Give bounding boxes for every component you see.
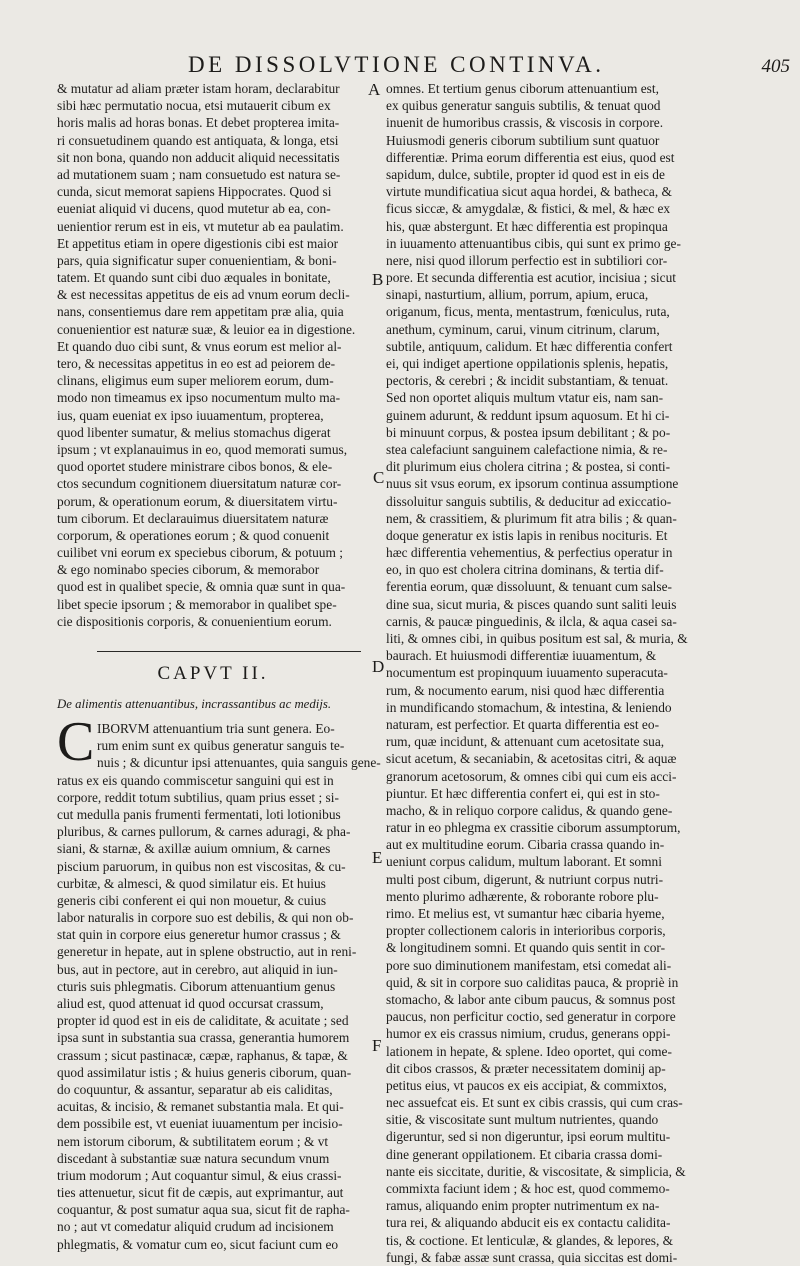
text-line: & longitudinem somni. Et quando quis sentit in cor- — [386, 940, 666, 956]
text-line: acuitas, & incisio, & remanet substantia mala. Et qui- — [57, 1099, 344, 1115]
text-line: stomacho, & labor ante cibum paucus, & somnus post — [386, 991, 676, 1007]
text-line: in mundificando stomachum, & intestina, & leniendo — [386, 699, 672, 715]
running-header — [140, 52, 790, 82]
text-line: pore. Et secunda differentia est acutior, incisiua ; sicut — [386, 270, 676, 286]
text-line: dine sua, sicut muria, & pisces quando sunt saliti leuis — [386, 596, 677, 612]
text-line: ties attenuetur, sicut fit de cæpis, aut exprimantur, aut — [57, 1185, 344, 1201]
text-line: anethum, cyminum, carui, vinum citrinum, clarum, — [386, 321, 660, 337]
text-line: granorum acetosorum, & omnes cibi qui cum eis acci- — [386, 768, 677, 784]
text-line: ferentia eorum, quæ dissoluunt, & tenuant cum salse- — [386, 579, 672, 595]
left-column-bottom-text — [57, 772, 369, 1253]
text-line: sitie, & viscositate sunt multum nutrientes, quando — [386, 1112, 659, 1128]
text-line: tero, & necessitas appetitus in eo est ad peiorem de- — [57, 356, 336, 371]
text-line: sinapi, nasturtium, allium, porrum, apium, eruca, — [386, 287, 649, 303]
text-line: dissoluitur sanguis subtilis, & deducitur ad exiccatio- — [386, 493, 672, 509]
margin-letter-f: F — [372, 1036, 382, 1055]
drop-cap: C — [57, 711, 95, 773]
text-line: crassum ; sicut pastinacæ, cæpæ, raphanus, & tapæ, & — [57, 1047, 348, 1063]
text-line: nante eis siccitate, duritie, & viscositate, & simplicia, & — [386, 1163, 686, 1179]
text-line: nocumentum est propinquum iuuamento superacuta- — [386, 665, 668, 681]
text-line: omnes. Et tertium genus ciborum attenuantium est, — [386, 81, 659, 96]
text-line: Huiusmodi generis ciborum subtilium sunt quatuor — [386, 132, 660, 148]
text-line: uenientior rerum est in eis, vt mutetur ab ea paulatim. — [57, 218, 344, 234]
text-line: siani, & starnæ, & axillæ auium omnium, & carnes — [57, 841, 331, 857]
left-column — [57, 80, 381, 1253]
text-line: nere, nisi quod illorum perfectio est in subtiliori cor- — [386, 252, 668, 268]
text-line: porum, & operationum eorum, & diuersitatem virtu- — [57, 493, 338, 509]
margin-letter-e: E — [372, 848, 383, 867]
text-line: IBORVM attenuantium tria sunt genera. Eo- — [97, 721, 335, 736]
text-line: multi post cibum, digerunt, & nutriunt corpus nutri- — [386, 871, 664, 887]
text-line: piuntur. Et hæc differentia confert ei, qui est in sto- — [386, 785, 660, 801]
text-line: generis cibi conferent ei qui non mouetur, & cuius — [57, 892, 327, 908]
margin-letter-c: C — [373, 468, 385, 487]
text-line: quid, & sit in corpore suo caliditas pauca, & propriè in — [386, 974, 679, 990]
text-line: origanum, ficus, menta, mentastrum, fœniculus, ruta, — [386, 304, 670, 320]
text-line: subtile, antiquum, calidum. Et hæc differentia confert — [386, 338, 673, 354]
text-line: corporum, & operationes eorum ; & quod conuenit — [57, 527, 330, 543]
text-line: bus, aut in pectore, aut in cerebro, aut aliquid in iun- — [57, 961, 338, 977]
text-line: ex quibus generatur sanguis subtilis, & tenuat quod — [386, 98, 661, 114]
text-line: cuilibet vni eorum ex speciebus ciborum, & potuum ; — [57, 545, 343, 561]
text-line: rum, quæ incidunt, & attenuant cum acetositate sua, — [386, 734, 665, 750]
text-line: quod assimilatur istis ; & huius generis ciborum, quan- — [57, 1064, 352, 1080]
text-line: tis, & coctione. Et lenticulæ, & glandes, & lepores, & — [386, 1232, 674, 1248]
page-number: 405 — [761, 56, 790, 77]
right-column — [386, 80, 716, 1266]
text-line: cturis suis phlegmatis. Ciborum attenuantium genus — [57, 978, 336, 994]
initial-paragraph — [57, 711, 381, 773]
text-line: cunda, sicut memorat sapiens Hippocrates. Quod si — [57, 184, 332, 200]
text-line: fungi, & fabæ assæ sunt crassa, quia siccitas est domi- — [386, 1249, 678, 1265]
text-line: pars, quia significatur super conuenientiam, & boni- — [57, 252, 337, 268]
text-line: curbitæ, & almesci, & quod similatur eis. Et huius — [57, 875, 326, 891]
text-line: piscium paruorum, in quibus non est viscositas, & cu- — [57, 858, 346, 874]
text-line: bi minuunt corpus, & postea ipsum debilitant ; & po- — [386, 424, 671, 440]
chapter-heading: CAPVT II. — [157, 663, 269, 684]
text-line: hæc differentia vehementius, & perfectius operatur in — [386, 545, 673, 561]
text-line: & est necessitas appetitus de eis ad vnum eorum decli- — [57, 287, 350, 303]
text-line: ipsum ; vt explanauimus in eo, quod memorati sumus, — [57, 441, 348, 457]
text-line: ramus, aliquando enim propter nutrimentum ex na- — [386, 1198, 660, 1214]
text-line: & mutatur ad aliam præter istam horam, declarabitur — [57, 81, 340, 96]
text-line: ctos secundum cognitionem diuersitatum naturæ cor- — [57, 476, 342, 492]
text-line: aliud est, quod attenuat id quod occursat crassum, — [57, 996, 324, 1011]
running-title: DE DISSOLVTIONE CONTINVA. — [188, 52, 605, 77]
text-line: modo non timeamus ex ipso nocumentum multo ma- — [57, 390, 341, 406]
text-line: ueniunt corpus calidum, multum laborant. Et somni — [386, 854, 662, 870]
text-line: generetur in hepate, aut in splene obstructio, aut in reni- — [57, 944, 357, 960]
text-line: ratur in eo phlegma ex crassitie ciborum assumptorum, — [386, 820, 681, 836]
text-line: corpore, reddit totum subtilius, quam prius esset ; si- — [57, 789, 339, 805]
text-line: stea calefaciunt sanguinem calefactione nimia, & re- — [386, 441, 668, 457]
text-line: tura rei, & aliquando abducit eis ex contactu calidita- — [386, 1215, 671, 1231]
text-line: quod est in qualibet specie, & omnia quæ sunt in qua- — [57, 579, 346, 595]
text-line: libet specie ipsorum ; & memorabor in qualibet spe- — [57, 596, 337, 612]
text-line: petitus eius, vt paucos ex eis accipiat, & commixtos, — [386, 1077, 667, 1093]
text-line: eo, in quo est cholera citrina dominans, & tertia dif- — [386, 562, 664, 578]
text-line: discedant à substantiæ suæ natura secundum vnum — [57, 1150, 330, 1166]
text-line: Et quando duo cibi sunt, & vnus eorum est melior al- — [57, 338, 342, 354]
text-line: propter id quod est in eis de caliditate, & acuitate ; sed — [57, 1013, 349, 1029]
text-line: pore suo diminutionem manifestam, etsi comedat ali- — [386, 957, 672, 973]
text-line: tum ciborum. Et declarauimus diuersitatem naturæ — [57, 510, 329, 526]
text-line: do coquuntur, & assantur, separatur ab eis caliditas, — [57, 1081, 333, 1097]
text-line: rimo. Et melius est, vt sumantur hæc cibaria hyeme, — [386, 906, 665, 921]
text-line: ratus ex eis quando commiscetur sanguini qui est in — [57, 772, 334, 788]
margin-letter-b: B — [372, 270, 384, 289]
text-line: sapidum, dulce, subtile, propter id quod est in eis de — [386, 166, 665, 182]
text-line: quod libenter sumatur, & melius stomachus digerat — [57, 424, 331, 440]
text-line: pectoris, & cerebri ; & incidit substantiam, & tenuat. — [386, 373, 669, 389]
text-line: virtute mundificatiua sicut aqua hordei, & batheca, & — [386, 184, 672, 200]
text-line: conuenientior est naturæ suæ, & leuior ea in digestione. — [57, 321, 356, 337]
text-line: ius, quam eueniat ex ipso iuuamentum, propterea, — [57, 407, 324, 423]
text-line: sicut acetum, & secaniabin, & acetositas citri, & aquæ — [386, 751, 677, 767]
text-line: eueniat aliquid vi ducens, quod mutetur ab ea, con- — [57, 201, 331, 217]
text-line: pluribus, & carnes pullorum, & carnes aduragi, & pha- — [57, 824, 351, 840]
text-line: coquantur, & post sumatur aqua sua, sicut fit de rapha- — [57, 1202, 350, 1218]
text-line: nans, consentiemus dare rem appetitam præ alia, quia — [57, 304, 344, 320]
text-line: phlegmatis, & vomatur cum eo, sicut faciunt cum eo — [57, 1236, 339, 1252]
text-line: rum enim sunt ex quibus generatur sanguis te- — [97, 738, 345, 754]
text-line: guinem adurunt, & reddunt ipsum aquosum. Et hi ci- — [386, 407, 670, 423]
text-line: cut medulla panis frumenti fermentati, loti lotionibus — [57, 806, 341, 822]
text-line: Et appetitus etiam in opere digestionis cibi est maior — [57, 235, 339, 251]
text-line: paucus, non perficitur coctio, sed generatur in corpore — [386, 1009, 676, 1025]
text-line: nem, & crassitiem, & plurimum fit atra bilis ; & quan- — [386, 510, 677, 526]
text-line: liti, & omnes cibi, in quibus positum est sal, & muria, & — [386, 631, 688, 646]
left-column-top-text — [57, 80, 369, 630]
text-line: no ; aut vt comedatur aliquid crudum ad incisionem — [57, 1219, 334, 1235]
text-line: doque generatur ex istis lapis in renibus nocituris. Et — [386, 527, 668, 543]
text-line: propter collectionem caloris in interioribus corporis, — [386, 923, 666, 939]
text-line: clinans, eligimus eum super meliorem eorum, dum- — [57, 373, 334, 389]
text-line: ad mutationem suam ; nam consuetudo est natura se- — [57, 166, 341, 182]
text-line: ri consuetudinem quando est antiquata, & longa, etsi — [57, 132, 339, 148]
text-line: aut ex multitudine eorum. Cibaria crassa quando in- — [386, 837, 665, 853]
text-line: dit cibos crassos, & præter necessitatem dominij ap- — [386, 1060, 666, 1076]
text-line: nuus sit vsus eorum, ex ipsorum continua assumptione — [386, 476, 679, 492]
text-line: ei, qui indiget apertione oppilationis splenis, hepatis, — [386, 356, 669, 371]
text-line: lationem in hepate, & splene. Ideo oportet, qui come- — [386, 1043, 672, 1059]
text-line: nec assuefcat eis. Et sunt ex cibis crassis, qui cum cras- — [386, 1095, 683, 1111]
text-line: sit non bona, quando non adducit aliquid necessitatis — [57, 149, 340, 165]
margin-letter-d: D — [372, 657, 385, 676]
text-line: macho, & in reliquo corpore calidus, & quando gene- — [386, 802, 673, 818]
text-line: labor naturalis in corpore suo est debilis, & qui non ob- — [57, 910, 354, 926]
text-line: ficus siccæ, & amygdalæ, & fistici, & mel, & hæc ex — [386, 201, 671, 217]
text-line: horis malis ad horas bonas. Et debet propterea imita- — [57, 115, 340, 131]
right-column-text — [386, 80, 716, 1266]
text-line: quod oportet studere ministrare cibos bonos, & ele- — [57, 459, 333, 475]
text-line: in iuuamento attenuantibus cibis, qui sunt ex primo ge- — [386, 235, 681, 251]
initial-lines — [97, 720, 381, 772]
text-line: his, quæ abstergunt. Et hæc differentia est propinqua — [386, 218, 668, 234]
text-line: & ego nominabo species ciborum, & memorabor — [57, 562, 320, 578]
text-line: Sed non oportet aliquis multum vtatur eis, nam san- — [386, 390, 664, 406]
text-line: baurach. Et huiusmodi differentiæ iuuamentum, & — [386, 648, 657, 664]
text-line: commixta faciunt idem ; & hoc est, quod commemo- — [386, 1181, 670, 1196]
text-line: nuis ; & dicuntur ipsi attenuantes, quia sanguis gene- — [97, 755, 381, 771]
text-line: dem possibile est, vt eueniat iuuamentum per incisio- — [57, 1116, 343, 1132]
margin-letter-a: A — [368, 80, 381, 99]
text-line: sibi hæc permutatio nocua, etsi mutauerit cibum ex — [57, 98, 331, 114]
text-line: humor ex eis crassus nimium, crudus, generans oppi- — [386, 1026, 671, 1042]
text-line: cie dispositionis corporis, & conuenientium eorum. — [57, 613, 332, 629]
text-line: nem istorum ciborum, & subtilitatem eorum ; & vt — [57, 1133, 329, 1149]
text-line: differentiæ. Prima eorum differentia est eius, quod est — [386, 149, 675, 165]
text-line: tatem. Et quando sunt cibi duo æquales in bonitate, — [57, 270, 331, 286]
section-divider — [97, 651, 361, 652]
text-line: ipsa sunt in substantia sua crassa, generantia humorem — [57, 1030, 350, 1046]
text-line: rum, & nocumento earum, nisi quod hæc differentia — [386, 682, 665, 698]
text-line: inuenit de humoribus crassis, & viscosis in corpore. — [386, 115, 664, 131]
text-line: mento plurimo adhærente, & roborante robore plu- — [386, 888, 659, 904]
text-line: dine generant oppilationem. Et cibaria crassa domi- — [386, 1146, 663, 1162]
text-line: digeruntur, sed si non digeruntur, ipsi eorum multitu- — [386, 1129, 671, 1145]
text-line: stat quin in corpore eius generetur humor crassus ; & — [57, 927, 341, 943]
text-line: trium modorum ; Aut coquantur simul, & eius crassi- — [57, 1167, 342, 1183]
text-line: naturam, est perfectior. Et quarta differentia est eo- — [386, 716, 660, 732]
text-line: carnis, & paucæ pinguedinis, & ilcla, & aqua casei sa- — [386, 613, 677, 629]
chapter-subtitle: De alimentis attenuantibus, incrassantibus ac medijs. — [57, 697, 332, 711]
text-line: dit plurimum eius cholera citrina ; & postea, si conti- — [386, 459, 671, 475]
